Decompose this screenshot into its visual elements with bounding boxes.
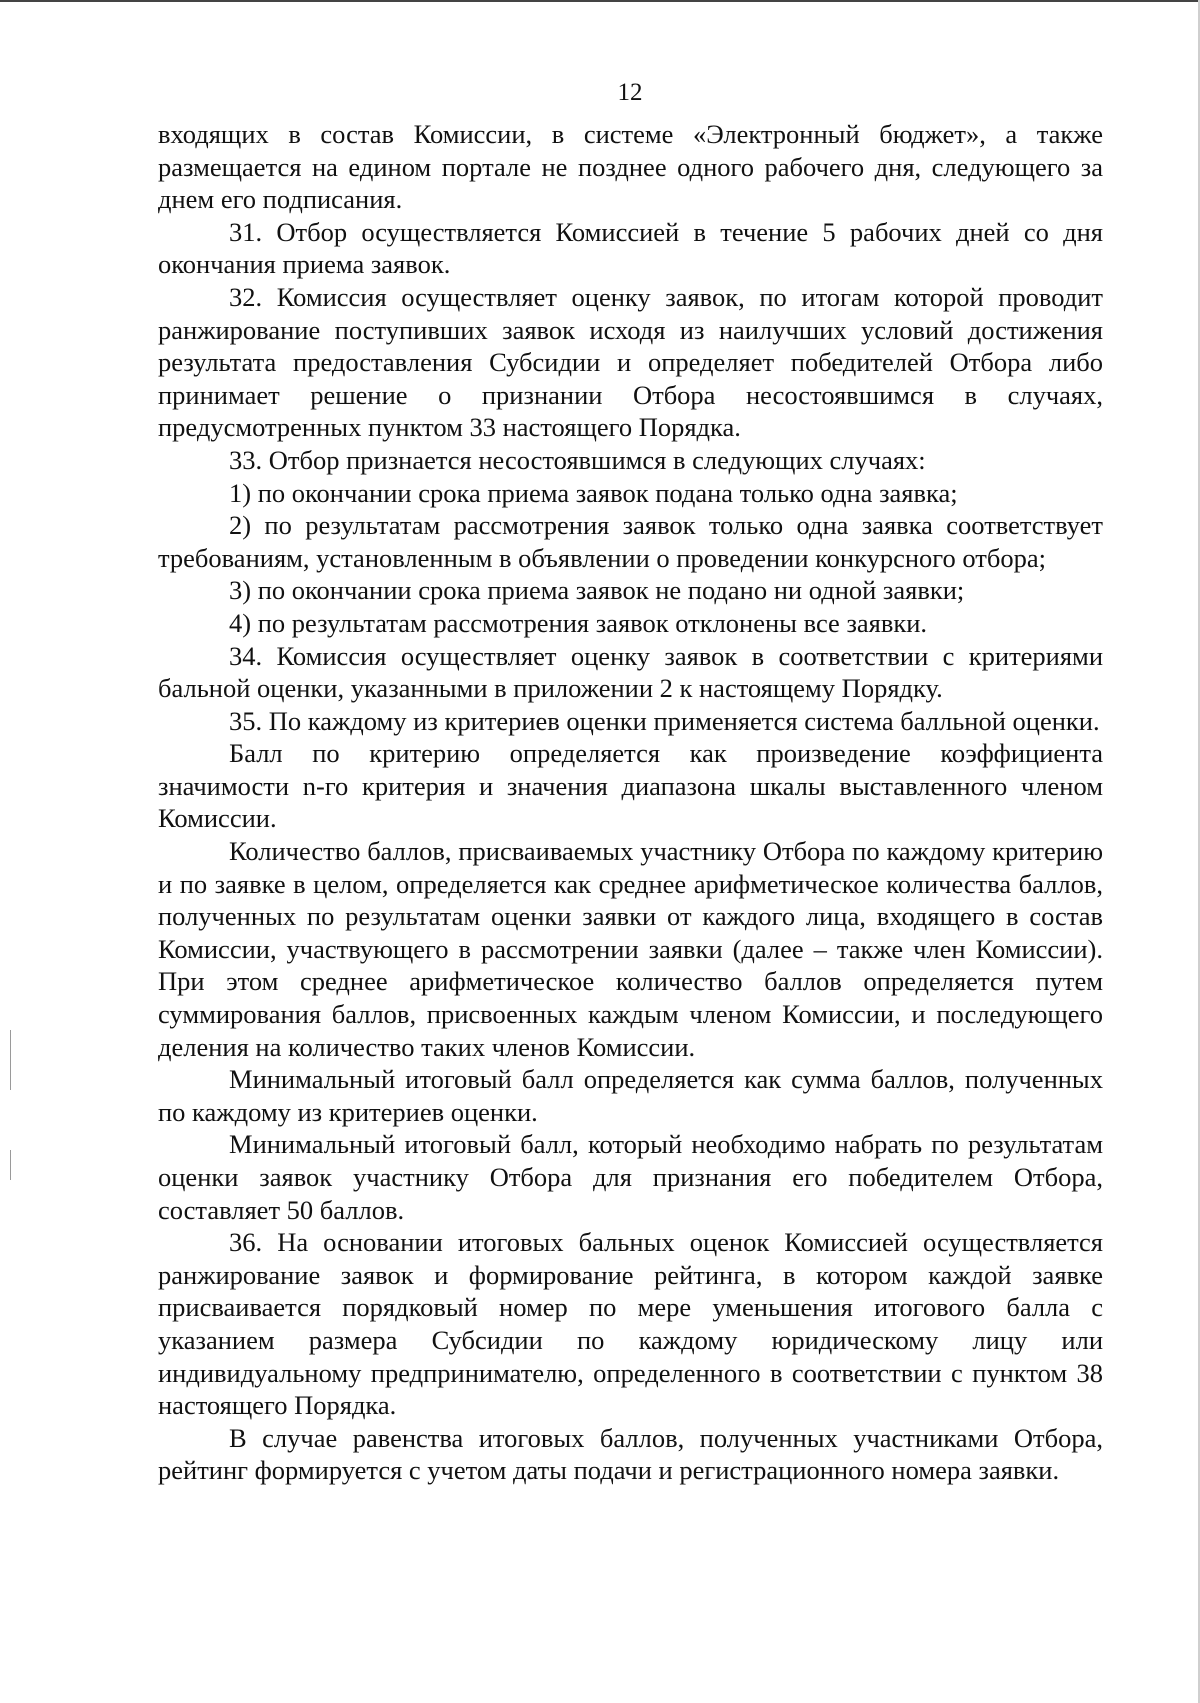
paragraph: Количество баллов, присваиваемых участнику Отбора по каждому критерию и по заявке в целом, определяется как среднее арифметическое количества баллов, полученных по результатам оценки заявки от каждого лица, входящего в состав Комиссии, участвующего в рассмотрении заявки (далее – также член Комиссии). При этом среднее арифметическое количество баллов определяется путем суммирования баллов, присвоенных каждым членом Комиссии, и последующего деления на количество таких членов Комиссии. [158, 836, 1103, 1062]
scan-margin-mark [10, 1030, 11, 1090]
page-number: 12 [617, 79, 643, 106]
paragraph: 36. На основании итоговых бальных оценок Комиссией осуществляется ранжирование заявок и формирование рейтинга, в котором каждой заявке присваивается порядковый номер по мере уменьшения итогового балла с указанием размера Субсидии по каждому юридическому лицу или индивидуальному предпринимателю, определенного в соответствии с пунктом 38 настоящего Порядка. [158, 1227, 1103, 1421]
scan-margin-mark [10, 1150, 11, 1180]
scan-top-edge [0, 0, 1200, 2]
paragraph: 33. Отбор признается несостоявшимся в следующих случаях: [229, 444, 926, 475]
list-item: 3) по окончании срока приема заявок не подано ни одной заявки; [229, 575, 965, 606]
paragraph: 35. По каждому из критериев оценки применяется система балльной оценки. [229, 705, 1100, 736]
list-item: 4) по результатам рассмотрения заявок отклонены все заявки. [229, 607, 928, 638]
list-item: 2) по результатам рассмотрения заявок только одна заявка соответствует требованиям, установленным в объявлении о проведении конкурсного отбора; [158, 510, 1103, 573]
paragraph: 34. Комиссия осуществляет оценку заявок в соответствии с критериями бальной оценки, указанными в приложении 2 к настоящему Порядку. [158, 640, 1103, 704]
paragraph: Минимальный итоговый балл определяется как сумма баллов, полученных по каждому из критериев оценки. [158, 1064, 1103, 1127]
paragraph: Балл по критерию определяется как произведение коэффициента значимости n-го критерия и значения диапазона шкалы выставленного членом Комиссии. [158, 738, 1103, 834]
paragraph: В случае равенства итоговых баллов, полученных участниками Отбора, рейтинг формируется с учетом даты подачи и регистрационного номера заявки. [158, 1422, 1103, 1486]
paragraph: 32. Комиссия осуществляет оценку заявок, по итогам которой проводит ранжирование поступивших заявок исходя из наилучших условий достижения результата предоставления Субсидии и определяет победителей Отбора либо принимает решение о признании Отбора несостоявшимся в случаях, предусмотренных пунктом 33 настоящего Порядка. [158, 281, 1103, 443]
paragraph: входящих в состав Комиссии, в системе «Электронный бюджет», а также размещается на едином портале не позднее одного рабочего дня, следующего за днем его подписания. [158, 119, 1103, 215]
list-item: 1) по окончании срока приема заявок подана только одна заявка; [229, 477, 958, 508]
paragraph: 31. Отбор осуществляется Комиссией в течение 5 рабочих дней со дня окончания приема заявок. [158, 216, 1103, 280]
paragraph: Минимальный итоговый балл, который необходимо набрать по результатам оценки заявок участнику Отбора для признания его победителем Отбора, составляет 50 баллов. [158, 1129, 1103, 1225]
document-body [158, 118, 1103, 1487]
